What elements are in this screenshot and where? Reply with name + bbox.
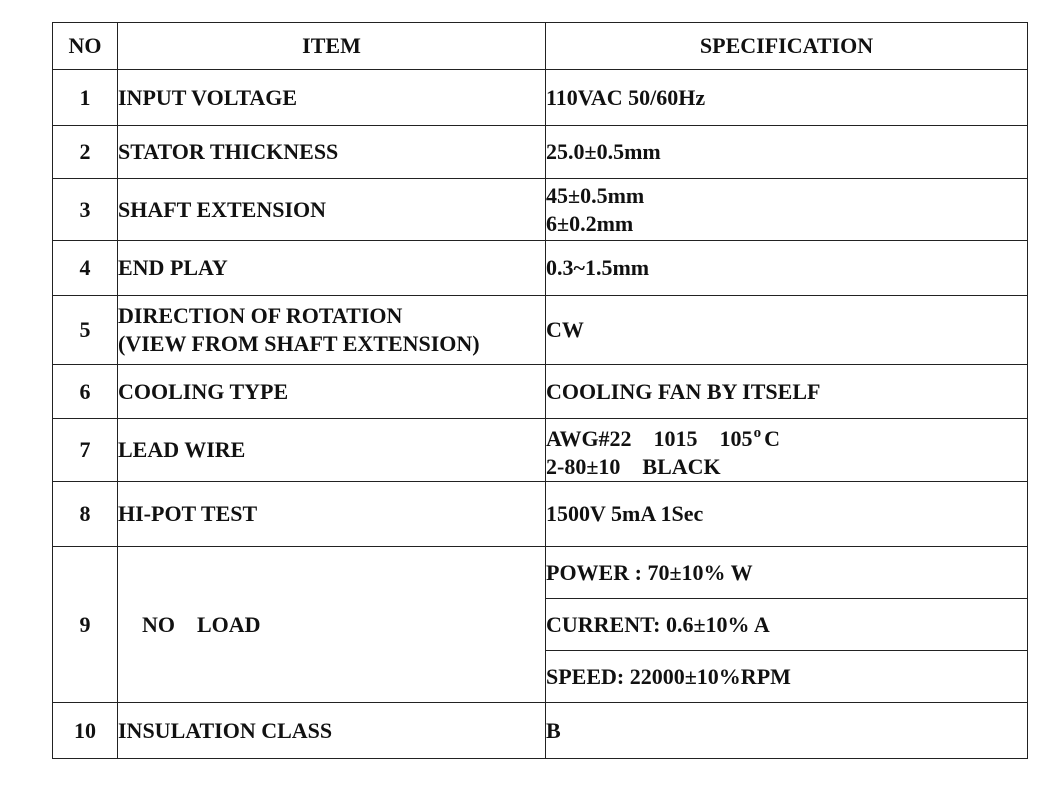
item-label: INSULATION CLASS: [118, 703, 546, 759]
item-label: SHAFT EXTENSION: [118, 179, 546, 241]
item-label: LEAD WIRE: [118, 419, 546, 482]
header-no: NO: [53, 23, 118, 70]
spec-value: 110VAC 50/60Hz: [546, 70, 1028, 126]
lead-wire-spec-text: AWG#22 1015 105: [546, 426, 753, 451]
table-row: [53, 126, 1028, 179]
item-label: STATOR THICKNESS: [118, 126, 546, 179]
row-number: 8: [53, 482, 118, 547]
table-row: [53, 241, 1028, 296]
item-line: DIRECTION OF ROTATION: [118, 303, 403, 328]
table-row: [53, 70, 1028, 126]
table-row: [53, 419, 1028, 482]
header-specification: SPECIFICATION: [546, 23, 1028, 70]
row-number: 3: [53, 179, 118, 241]
spec-line: 6±0.2mm: [546, 210, 634, 236]
lead-wire-unit: C: [764, 426, 780, 451]
item-label: INPUT VOLTAGE: [118, 70, 546, 126]
spec-value: [546, 179, 1028, 241]
spec-value: 0.3~1.5mm: [546, 241, 1028, 296]
table-row: [53, 179, 1028, 241]
row-number: 2: [53, 126, 118, 179]
item-label: [118, 296, 546, 365]
table-row: [53, 296, 1028, 365]
spec-value: 25.0±0.5mm: [546, 126, 1028, 179]
spec-value: 1500V 5mA 1Sec: [546, 482, 1028, 547]
row-number: 5: [53, 296, 118, 365]
table-row: [53, 547, 1028, 599]
row-number: 7: [53, 419, 118, 482]
table-header-row: [53, 23, 1028, 70]
item-label: HI-POT TEST: [118, 482, 546, 547]
item-label: NO LOAD: [118, 547, 546, 703]
row-number: 6: [53, 365, 118, 419]
table-row: [53, 365, 1028, 419]
spec-line: [546, 419, 1027, 453]
item-label: COOLING TYPE: [118, 365, 546, 419]
item-line: (VIEW FROM SHAFT EXTENSION): [118, 331, 480, 356]
table-row: [53, 703, 1028, 759]
degree-symbol: o: [753, 425, 762, 441]
header-item: ITEM: [118, 23, 546, 70]
row-number: 10: [53, 703, 118, 759]
spec-value: B: [546, 703, 1028, 759]
spec-value: SPEED: 22000±10%RPM: [546, 651, 1028, 703]
table-row: [53, 482, 1028, 547]
spec-table: [52, 22, 1028, 759]
row-number: 1: [53, 70, 118, 126]
item-label: END PLAY: [118, 241, 546, 296]
spec-value: CURRENT: 0.6±10% A: [546, 599, 1028, 651]
spec-value: COOLING FAN BY ITSELF: [546, 365, 1028, 419]
row-number: 9: [53, 547, 118, 703]
row-number: 4: [53, 241, 118, 296]
spec-value: POWER : 70±10% W: [546, 547, 1028, 599]
spec-value: [546, 419, 1028, 482]
spec-line: 2-80±10 BLACK: [546, 454, 721, 479]
spec-value: CW: [546, 296, 1028, 365]
spec-line: 45±0.5mm: [546, 182, 645, 208]
